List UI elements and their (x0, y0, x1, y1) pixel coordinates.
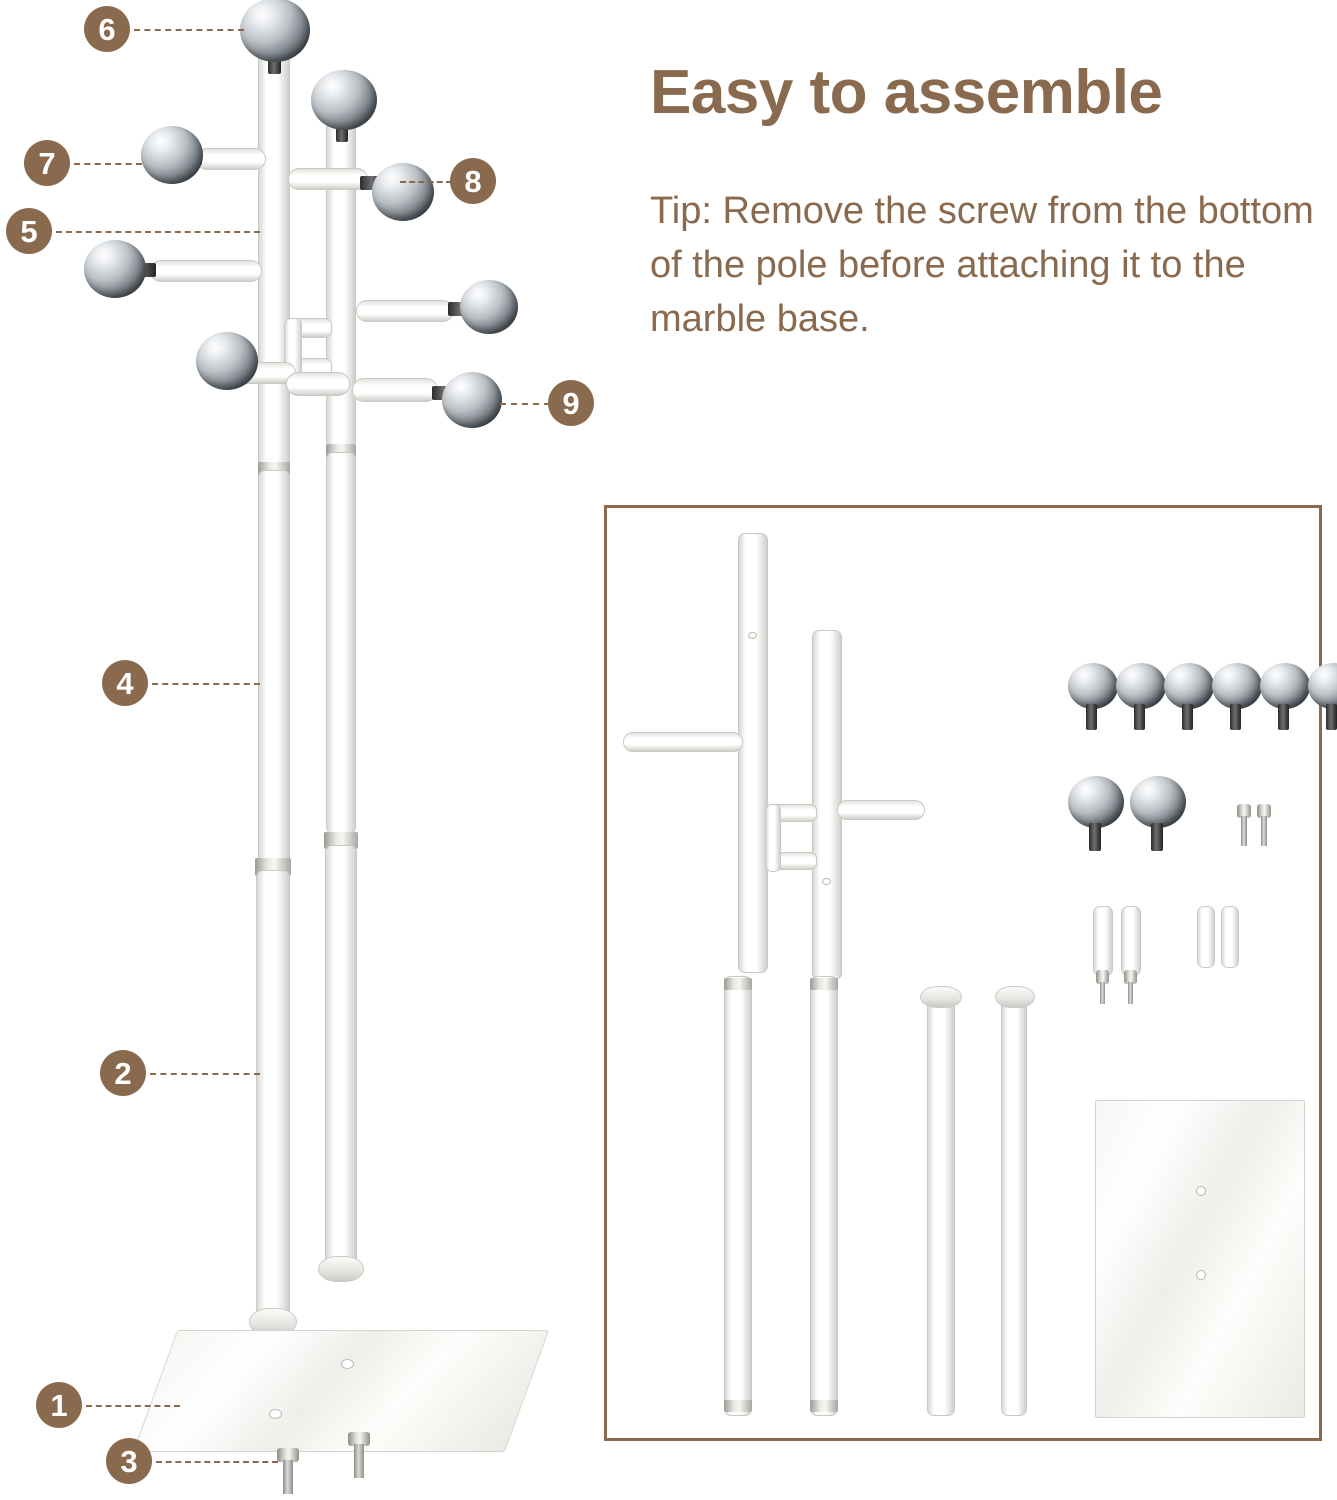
leader-1 (86, 1405, 180, 1407)
base-hole-rear (341, 1359, 354, 1369)
leader-3 (156, 1461, 278, 1463)
callout-9: 9 (548, 380, 594, 426)
leader-2 (150, 1073, 260, 1075)
front-pole-middle-segment (258, 470, 290, 870)
rear-pole-foot-flange (318, 1256, 364, 1282)
leader-7 (74, 163, 142, 165)
leader-4 (152, 683, 260, 685)
part-upper-rear-pole-hole (822, 878, 831, 885)
part-dowel-2-pin (1124, 970, 1137, 1004)
hook-arm-9b (352, 378, 438, 402)
hook-arm-9 (286, 372, 350, 396)
callout-1: 1 (36, 1382, 82, 1428)
part-screw-b (1257, 804, 1271, 846)
assembly-tip-text: Tip: Remove the screw from the bottom of the pole before attaching it to the marble base. (650, 190, 1314, 340)
part-screw-a (1237, 804, 1251, 846)
part-sleeve-1 (1197, 906, 1215, 968)
leader-9 (500, 403, 550, 405)
leader-8 (400, 181, 452, 183)
part-marble-hole-bottom (1196, 1270, 1206, 1280)
callout-8: 8 (450, 158, 496, 204)
hook-knob-5 (84, 240, 146, 298)
callout-5: 5 (6, 208, 52, 254)
part-dowel-1-pin (1096, 970, 1109, 1004)
callout-4: 4 (102, 660, 148, 706)
part-upper-front-pole (738, 533, 768, 973)
part-upper-front-pole-hole (748, 632, 757, 639)
hook-knob-8 (372, 163, 434, 221)
leader-6 (134, 29, 244, 31)
hook-knob-left-lower (196, 332, 258, 390)
part-upper-crossbar-link (765, 804, 781, 872)
part-sleeve-2 (1221, 906, 1239, 968)
hook-knob-6 (240, 0, 310, 62)
front-pole-top-segment (258, 40, 290, 470)
part-upper-right-arm (837, 800, 925, 820)
part-marble-hole-top (1196, 1186, 1206, 1196)
parts-list-panel (604, 505, 1322, 1441)
callout-7: 7 (24, 140, 70, 186)
callout-3: 3 (106, 1438, 152, 1484)
base-hole-front (269, 1409, 282, 1419)
callout-2: 2 (100, 1050, 146, 1096)
hook-knob-rear-top (311, 70, 377, 130)
hook-arm-8 (288, 168, 368, 190)
hook-knob-9 (442, 372, 502, 428)
base-screw-left (277, 1448, 299, 1494)
hook-arm-right-mid (356, 300, 454, 322)
marble-base (133, 1330, 549, 1452)
rear-pole-bottom-segment (325, 845, 357, 1265)
base-screw-right (348, 1432, 370, 1478)
hook-arm-5 (150, 260, 262, 282)
hook-knob-7 (141, 126, 203, 184)
part-upper-left-arm (623, 732, 743, 752)
hook-knob-right-mid (460, 280, 518, 334)
rear-pole-top-segment (326, 108, 356, 448)
leader-5 (56, 231, 260, 233)
part-marble-base (1095, 1100, 1305, 1418)
part-dowel-2 (1121, 906, 1141, 976)
callout-6: 6 (84, 6, 130, 52)
rear-pole-middle-segment (326, 452, 356, 834)
front-pole-bottom-segment (256, 870, 290, 1320)
page-title: Easy to assemble (650, 58, 1163, 127)
hook-arm-7 (196, 148, 266, 170)
part-dowel-1 (1093, 906, 1113, 976)
